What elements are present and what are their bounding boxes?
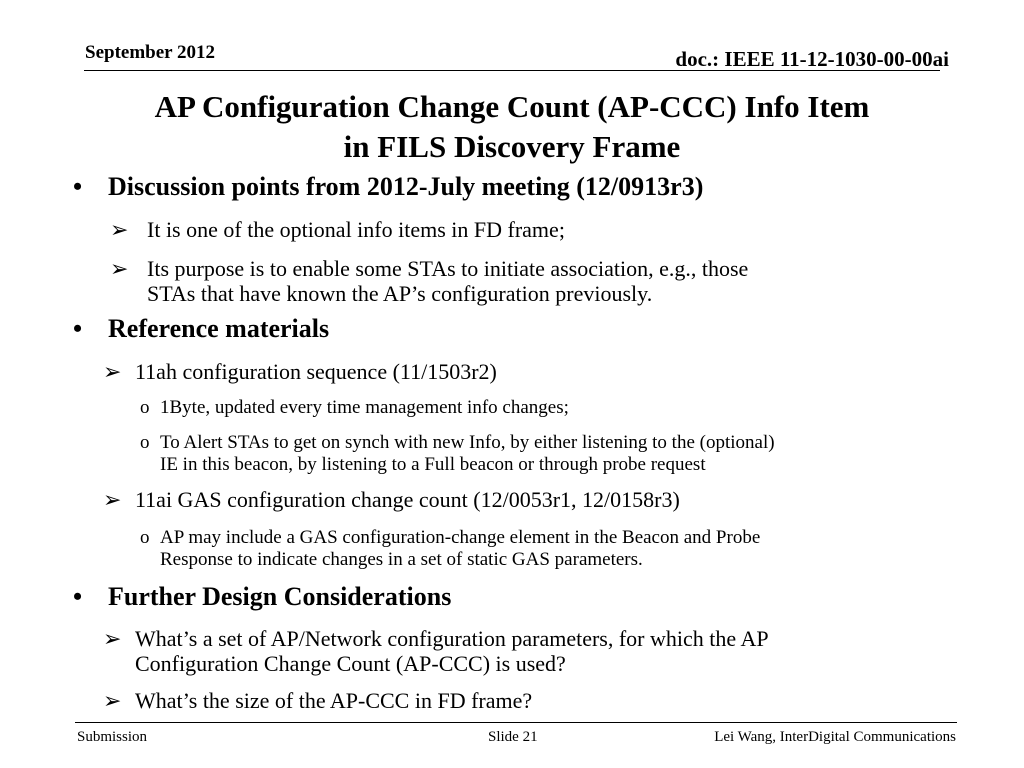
arrow-bullet-icon: ➢ (110, 256, 129, 281)
footer-slide-number: Slide 21 (488, 729, 538, 745)
list-item: What’s a set of AP/Network configuration parameters, for which the AP (135, 626, 769, 651)
sub-list-item-continuation: IE in this beacon, by listening to a Full beacon or through probe request (160, 454, 706, 475)
arrow-bullet-icon: ➢ (110, 217, 129, 242)
sub-list-item-continuation: Response to indicate changes in a set of static GAS parameters. (160, 549, 643, 570)
header-divider (84, 70, 940, 71)
section-heading: Reference materials (108, 314, 330, 343)
slide-title-line-2: in FILS Discovery Frame (343, 129, 681, 164)
list-item: 11ai GAS configuration change count (12/0053r1, 12/0158r3) (135, 487, 680, 512)
sub-list-item: 1Byte, updated every time management info changes; (160, 397, 569, 418)
header-doc-id: doc.: IEEE 11-12-1030-00-00ai (675, 47, 949, 71)
sub-list-item: AP may include a GAS configuration-change element in the Beacon and Probe (160, 527, 761, 548)
list-item: 11ah configuration sequence (11/1503r2) (135, 359, 497, 384)
bullet-icon: • (73, 172, 83, 201)
list-item: Its purpose is to enable some STAs to initiate association, e.g., those (147, 256, 749, 281)
header-date: September 2012 (85, 42, 215, 63)
arrow-bullet-icon: ➢ (103, 688, 122, 713)
circle-bullet-icon: o (140, 432, 150, 453)
footer-divider (75, 722, 957, 723)
section-heading: Discussion points from 2012-July meeting (12/0913r3) (108, 172, 704, 201)
circle-bullet-icon: o (140, 527, 150, 548)
section-heading: Further Design Considerations (108, 582, 452, 611)
list-item: It is one of the optional info items in FD frame; (147, 217, 565, 242)
list-item-continuation: Configuration Change Count (AP-CCC) is used? (135, 651, 566, 676)
slide-title (0, 87, 1024, 167)
list-item-continuation: STAs that have known the AP’s configuration previously. (147, 281, 653, 306)
bullet-icon: • (73, 582, 83, 611)
sub-list-item: To Alert STAs to get on synch with new Info, by either listening to the (optional) (160, 432, 775, 453)
footer-author: Lei Wang, InterDigital Communications (714, 729, 956, 745)
circle-bullet-icon: o (140, 397, 150, 418)
arrow-bullet-icon: ➢ (103, 359, 122, 384)
slide-title-line-1: AP Configuration Change Count (AP-CCC) Info Item (154, 89, 870, 124)
arrow-bullet-icon: ➢ (103, 487, 122, 512)
list-item: What’s the size of the AP-CCC in FD frame? (135, 688, 533, 713)
footer-submission: Submission (77, 729, 148, 745)
arrow-bullet-icon: ➢ (103, 626, 122, 651)
bullet-icon: • (73, 314, 83, 343)
